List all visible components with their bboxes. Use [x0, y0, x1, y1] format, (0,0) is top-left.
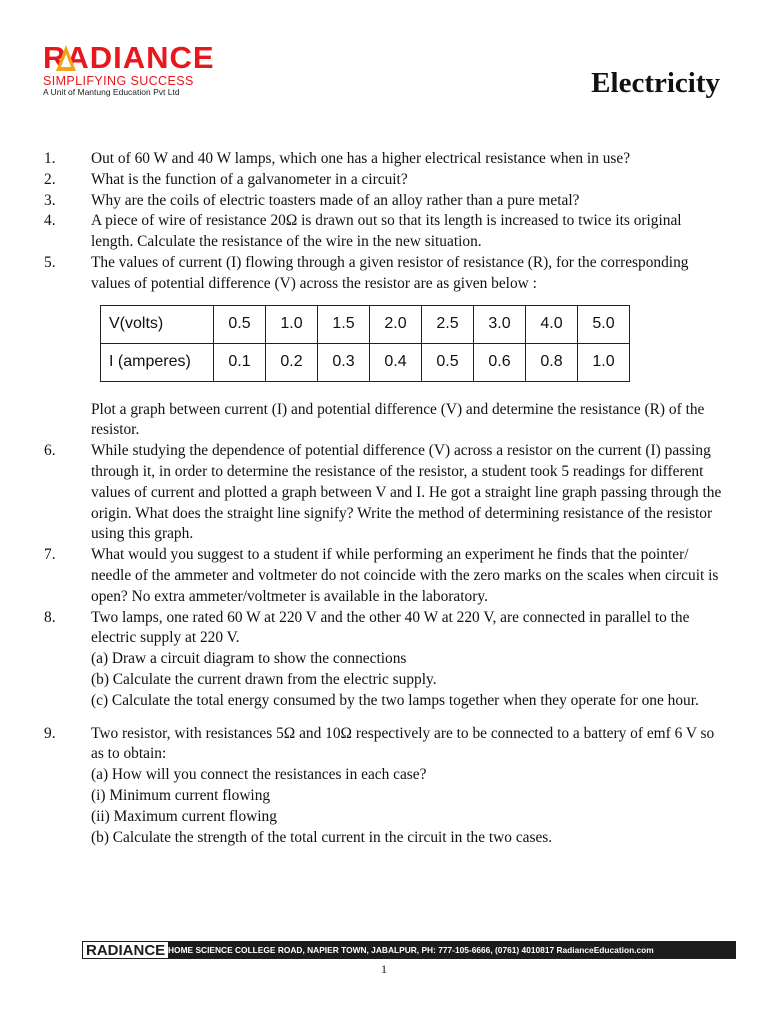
question-1	[44, 149, 724, 170]
question-number: 3.	[44, 191, 56, 209]
question-2	[44, 170, 724, 191]
logo-subtitle: A Unit of Mantung Education Pvt Ltd	[43, 87, 180, 97]
voltage-cell: 2.0	[370, 305, 422, 343]
footer-banner	[82, 941, 736, 959]
question-number: 9.	[44, 724, 56, 742]
footer-address: HOME SCIENCE COLLEGE ROAD, NAPIER TOWN, JABALPUR, PH: 777-105-6666, (0761) 4010817 RadianceEducation.com	[168, 945, 654, 955]
current-cell: 0.4	[370, 343, 422, 381]
question-8	[44, 608, 724, 712]
question-text: Two lamps, one rated 60 W at 220 V and the other 40 W at 220 V, are connected in parallel to the electric supply at 220 V.	[91, 608, 690, 647]
question-part: (c) Calculate the total energy consumed by the two lamps together when they operate for one hour.	[91, 691, 699, 709]
current-cell: 1.0	[578, 343, 630, 381]
logo-triangle-inner-icon	[61, 54, 71, 67]
voltage-cell: 4.0	[526, 305, 578, 343]
question-text: A piece of wire of resistance 20Ω is drawn out so that its length is increased to twice its original length. Calculate the resistance of the wire in the new situation.	[91, 212, 682, 251]
current-cell: 0.8	[526, 343, 578, 381]
radiance-logo	[43, 40, 215, 97]
question-number: 7.	[44, 546, 56, 564]
current-cell: 0.1	[214, 343, 266, 381]
logo-tagline: SIMPLIFYING SUCCESS	[43, 74, 194, 88]
question-7	[44, 545, 724, 607]
question-part: (a) Draw a circuit diagram to show the connections	[91, 650, 407, 668]
voltage-cell: 5.0	[578, 305, 630, 343]
spacer	[44, 712, 724, 724]
question-part: (i) Minimum current flowing	[91, 786, 271, 804]
question-number: 5.	[44, 253, 56, 271]
question-number: 2.	[44, 170, 56, 188]
question-text: While studying the dependence of potential difference (V) across a resistor on the current (I) passing through it, in order to determine the resistance of the resistor, a student took 5 readings for different values of current and plotted a graph between V and I. He got a straight line graph passing through the origin. What does the straight line signify? Write the method of determining resistance of the resistor using this graph.	[91, 442, 722, 543]
question-text: What is the function of a galvanometer in a circuit?	[91, 170, 408, 188]
current-row-label: I (amperes)	[101, 343, 214, 381]
question-5-instruction: Plot a graph between current (I) and potential difference (V) and determine the resistance (R) of the resistor.	[91, 400, 705, 439]
question-number: 8.	[44, 608, 56, 626]
page-title: Electricity	[591, 67, 720, 99]
voltage-cell: 1.5	[318, 305, 370, 343]
question-number: 6.	[44, 442, 56, 460]
current-cell: 0.6	[474, 343, 526, 381]
question-text: Two resistor, with resistances 5Ω and 10Ω respectively are to be connected to a battery of emf 6 V so as to obtain:	[91, 724, 715, 763]
footer-brand: RADIANCE	[82, 941, 169, 959]
voltage-current-table	[100, 305, 630, 382]
question-part: (ii) Maximum current flowing	[91, 807, 277, 825]
question-list	[44, 149, 724, 848]
question-number: 1.	[44, 150, 56, 167]
voltage-cell: 1.0	[266, 305, 318, 343]
question-part: (b) Calculate the current drawn from the electric supply.	[91, 670, 437, 688]
page-number: 1	[381, 962, 387, 976]
question-number: 4.	[44, 212, 56, 230]
question-part: (a) How will you connect the resistances in each case?	[91, 766, 427, 784]
voltage-row-label: V(volts)	[101, 305, 214, 343]
question-9	[44, 724, 724, 849]
question-text: Out of 60 W and 40 W lamps, which one has a higher electrical resistance when in use?	[91, 150, 631, 167]
question-text: What would you suggest to a student if while performing an experiment he finds that the pointer/ needle of the ammeter and voltmeter do not coincide with the zero marks on the scales when circuit is open? No extra ammeter/voltmeter is available in the laboratory.	[91, 546, 719, 605]
question-text: The values of current (I) flowing through a given resistor of resistance (R), for the corresponding values of potential difference (V) across the resistor are as given below :	[91, 253, 689, 292]
logo-wordmark: RADIANCE	[43, 40, 215, 75]
voltage-row	[101, 305, 630, 343]
question-5	[44, 253, 724, 441]
current-row	[101, 343, 630, 381]
voltage-cell: 2.5	[422, 305, 474, 343]
question-6	[44, 441, 724, 545]
voltage-cell: 0.5	[214, 305, 266, 343]
current-cell: 0.3	[318, 343, 370, 381]
current-cell: 0.2	[266, 343, 318, 381]
voltage-cell: 3.0	[474, 305, 526, 343]
question-text: Why are the coils of electric toasters made of an alloy rather than a pure metal?	[91, 191, 580, 209]
question-part: (b) Calculate the strength of the total current in the circuit in the two cases.	[91, 828, 553, 846]
current-cell: 0.5	[422, 343, 474, 381]
question-4	[44, 211, 724, 253]
question-3	[44, 191, 724, 212]
